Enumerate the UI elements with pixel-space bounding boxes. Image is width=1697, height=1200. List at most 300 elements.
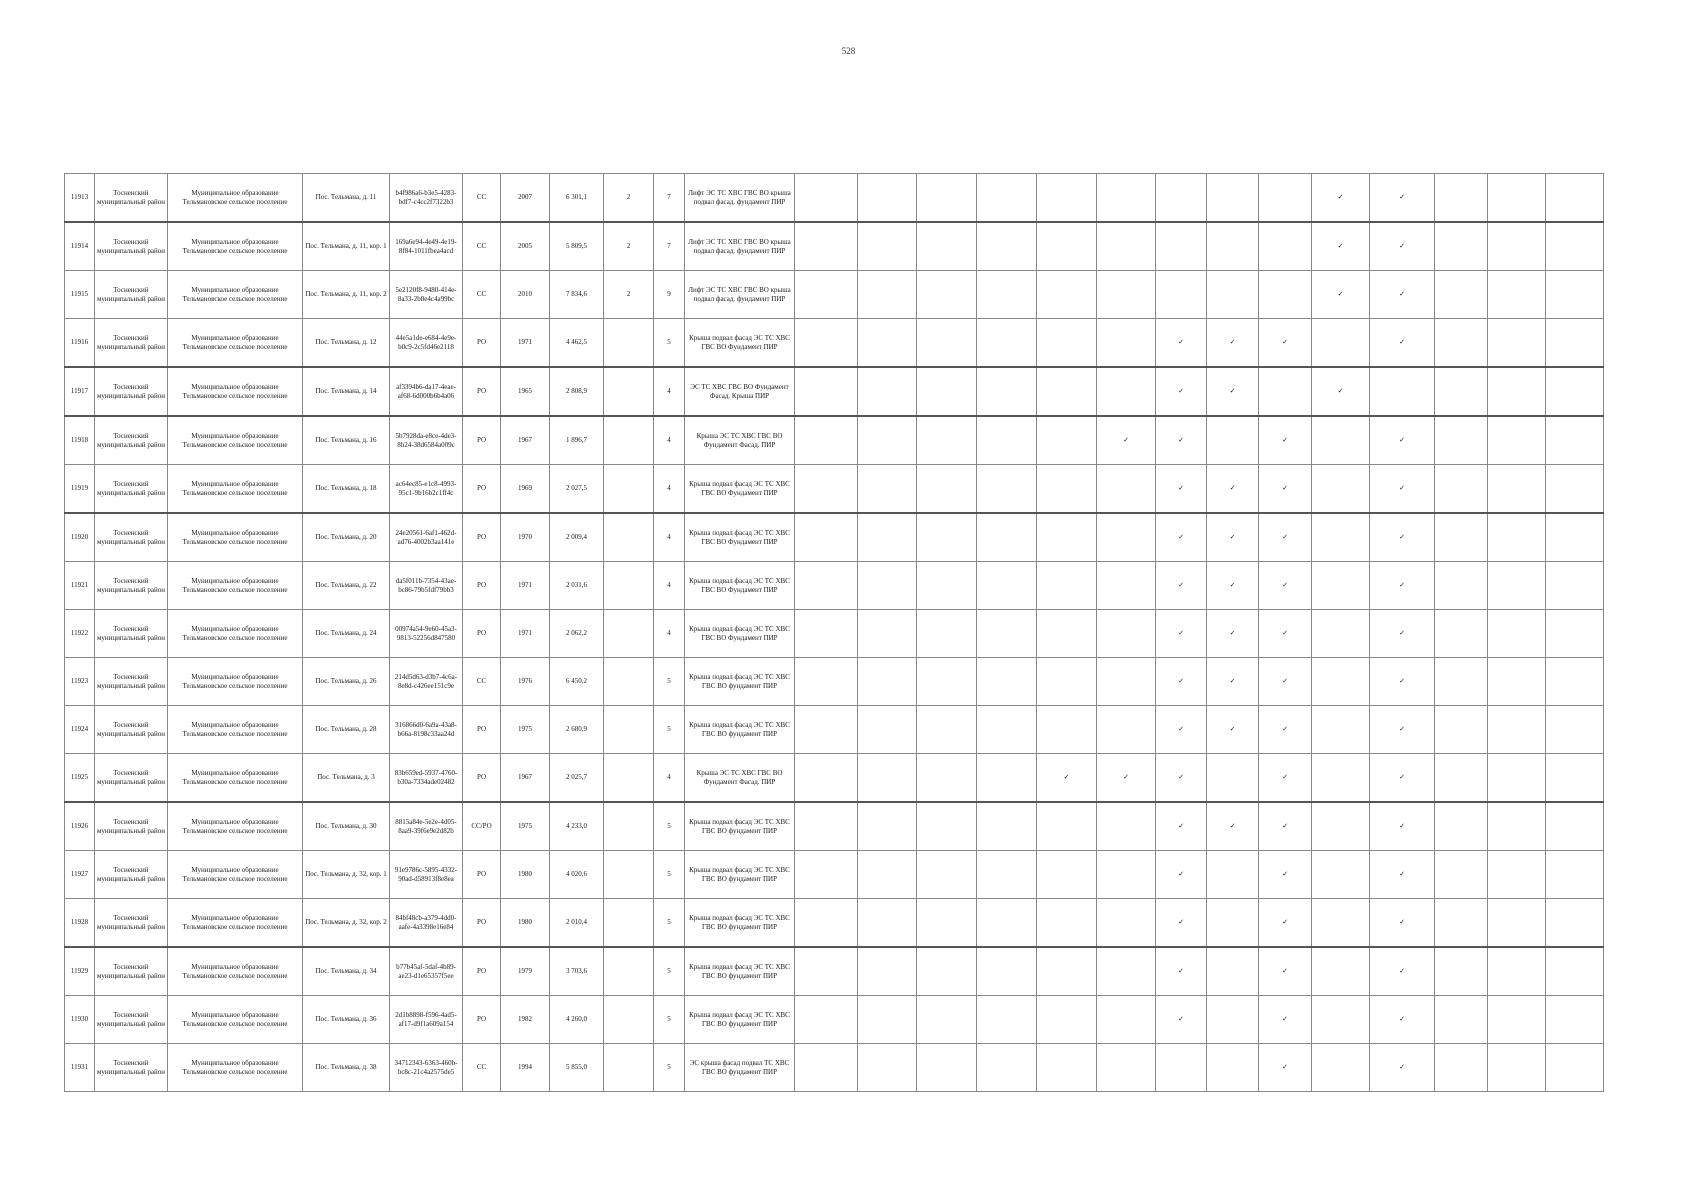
empty-work-cell [917, 802, 977, 851]
row-id-cell: 11922 [65, 610, 95, 658]
address-cell: Пос. Тельмана, д. 28 [303, 706, 390, 754]
district-cell: Тосненский муниципальный район [95, 706, 168, 754]
works-list-cell: ЭС ТС ХВС ГВС ВО Фундамент Фасад. Крыша ПИР [685, 367, 795, 416]
empty-work-cell [917, 899, 977, 948]
empty-work-cell [977, 1044, 1037, 1092]
entrances-cell [604, 754, 654, 803]
empty-work-cell [1435, 367, 1488, 416]
empty-work-cell [1097, 947, 1156, 996]
address-cell: Пос. Тельмана, д. 12 [303, 319, 390, 368]
guid-cell: 8815a84e-5e2e-4d05-8aa9-39f6e9e2d82b [390, 802, 463, 851]
empty-work-cell [795, 996, 858, 1044]
empty-work-cell [795, 562, 858, 610]
floors-cell: 5 [654, 319, 685, 368]
row-id-cell: 11927 [65, 851, 95, 899]
year-cell: 1982 [501, 996, 550, 1044]
row-id-cell: 11920 [65, 513, 95, 562]
district-cell: Тосненский муниципальный район [95, 465, 168, 514]
check-mark-icon: ✓ [1156, 367, 1207, 416]
year-cell: 1976 [501, 658, 550, 706]
empty-work-cell [1037, 222, 1097, 271]
entrances-cell [604, 416, 654, 465]
empty-work-cell [1546, 754, 1604, 803]
district-cell: Тосненский муниципальный район [95, 174, 168, 223]
empty-work-cell [977, 174, 1037, 223]
address-cell: Пос. Тельмана, д. 11, кор. 1 [303, 222, 390, 271]
area-cell: 4 233,0 [550, 802, 604, 851]
empty-work-cell [1207, 754, 1259, 803]
empty-work-cell [917, 706, 977, 754]
entrances-cell [604, 851, 654, 899]
entrances-cell: 2 [604, 174, 654, 223]
district-cell: Тосненский муниципальный район [95, 947, 168, 996]
check-mark-icon: ✓ [1156, 610, 1207, 658]
empty-work-cell [917, 271, 977, 319]
empty-work-cell [1435, 416, 1488, 465]
table-row [65, 658, 1604, 706]
empty-work-cell [1097, 174, 1156, 223]
empty-work-cell [1207, 271, 1259, 319]
housing-register-table [64, 173, 1604, 1092]
empty-work-cell [795, 610, 858, 658]
guid-cell: af3394b6-da17-4eae-af68-6d000b6b4a06 [390, 367, 463, 416]
empty-work-cell [1488, 851, 1546, 899]
empty-work-cell [1488, 174, 1546, 223]
entrances-cell [604, 1044, 654, 1092]
empty-work-cell [1546, 222, 1604, 271]
empty-work-cell [1435, 222, 1488, 271]
row-id-cell: 11930 [65, 996, 95, 1044]
municipality-cell: Муниципальное образование Тельмановское сельское поселение [168, 174, 303, 223]
empty-work-cell [1037, 899, 1097, 948]
check-mark-icon: ✓ [1207, 319, 1259, 368]
guid-cell: 5e2120f8-9480-414e-8a33-2b8e4c4a99bc [390, 271, 463, 319]
table-row [65, 271, 1604, 319]
empty-work-cell [795, 802, 858, 851]
check-mark-icon: ✓ [1156, 416, 1207, 465]
entrances-cell [604, 610, 654, 658]
area-cell: 1 896,7 [550, 416, 604, 465]
ownership-form-cell: РО [463, 562, 501, 610]
page-number: 528 [841, 46, 856, 56]
empty-work-cell [1097, 367, 1156, 416]
municipality-cell: Муниципальное образование Тельмановское сельское поселение [168, 658, 303, 706]
check-mark-icon: ✓ [1156, 465, 1207, 514]
floors-cell: 7 [654, 174, 685, 223]
works-list-cell: Крыша ЭС ТС ХВС ГВС ВО Фундамент Фасад. ПИР [685, 416, 795, 465]
check-mark-icon: ✓ [1370, 851, 1435, 899]
works-list-cell: Крыша подвал фасад ЭС ТС ХВС ГВС ВО Фундамент ПИР [685, 562, 795, 610]
area-cell: 6 301,1 [550, 174, 604, 223]
check-mark-icon: ✓ [1370, 1044, 1435, 1092]
empty-work-cell [1207, 996, 1259, 1044]
year-cell: 1965 [501, 367, 550, 416]
check-mark-icon: ✓ [1259, 319, 1312, 368]
empty-work-cell [1312, 465, 1370, 514]
area-cell: 2 009,4 [550, 513, 604, 562]
empty-work-cell [858, 222, 917, 271]
empty-work-cell [1097, 319, 1156, 368]
empty-work-cell [1488, 802, 1546, 851]
check-mark-icon: ✓ [1370, 658, 1435, 706]
check-mark-icon: ✓ [1370, 174, 1435, 223]
works-list-cell: Крыша подвал фасад ЭС ТС ХВС ГВС ВО фундамент ПИР [685, 996, 795, 1044]
empty-work-cell [1037, 562, 1097, 610]
guid-cell: b4f986a6-b3e5-4283-bdf7-c4cc2f7322b3 [390, 174, 463, 223]
table-row [65, 802, 1604, 851]
empty-work-cell [977, 996, 1037, 1044]
empty-work-cell [1546, 610, 1604, 658]
empty-work-cell [917, 1044, 977, 1092]
check-mark-icon: ✓ [1370, 416, 1435, 465]
empty-work-cell [1488, 465, 1546, 514]
floors-cell: 4 [654, 610, 685, 658]
empty-work-cell [1488, 319, 1546, 368]
guid-cell: 00974a54-9e60-45a3-9813-52256d847580 [390, 610, 463, 658]
area-cell: 4 020,6 [550, 851, 604, 899]
check-mark-icon: ✓ [1156, 996, 1207, 1044]
area-cell: 5 809,5 [550, 222, 604, 271]
check-mark-icon: ✓ [1259, 658, 1312, 706]
district-cell: Тосненский муниципальный район [95, 513, 168, 562]
address-cell: Пос. Тельмана, д. 11, кор. 2 [303, 271, 390, 319]
check-mark-icon: ✓ [1259, 754, 1312, 803]
check-mark-icon: ✓ [1370, 706, 1435, 754]
municipality-cell: Муниципальное образование Тельмановское сельское поселение [168, 899, 303, 948]
area-cell: 2 680,9 [550, 706, 604, 754]
district-cell: Тосненский муниципальный район [95, 802, 168, 851]
empty-work-cell [858, 754, 917, 803]
district-cell: Тосненский муниципальный район [95, 851, 168, 899]
ownership-form-cell: СС [463, 222, 501, 271]
empty-work-cell [917, 851, 977, 899]
check-mark-icon: ✓ [1370, 222, 1435, 271]
empty-work-cell [1312, 947, 1370, 996]
year-cell: 1971 [501, 610, 550, 658]
check-mark-icon: ✓ [1097, 416, 1156, 465]
district-cell: Тосненский муниципальный район [95, 222, 168, 271]
check-mark-icon: ✓ [1370, 899, 1435, 948]
works-list-cell: Крыша подвал фасад ЭС ТС ХВС ГВС ВО фундамент ПИР [685, 947, 795, 996]
empty-work-cell [1488, 658, 1546, 706]
check-mark-icon: ✓ [1156, 851, 1207, 899]
empty-work-cell [1546, 367, 1604, 416]
check-mark-icon: ✓ [1312, 174, 1370, 223]
empty-work-cell [1037, 465, 1097, 514]
check-mark-icon: ✓ [1259, 996, 1312, 1044]
empty-work-cell [1097, 222, 1156, 271]
empty-work-cell [1488, 610, 1546, 658]
address-cell: Пос. Тельмана, д. 26 [303, 658, 390, 706]
empty-work-cell [1312, 802, 1370, 851]
works-list-cell: Лифт ЭС ТС ХВС ГВС ВО крыша подвал фасад. фундамент ПИР [685, 222, 795, 271]
row-id-cell: 11929 [65, 947, 95, 996]
check-mark-icon: ✓ [1259, 802, 1312, 851]
check-mark-icon: ✓ [1156, 706, 1207, 754]
check-mark-icon: ✓ [1207, 562, 1259, 610]
check-mark-icon: ✓ [1207, 610, 1259, 658]
check-mark-icon: ✓ [1156, 802, 1207, 851]
municipality-cell: Муниципальное образование Тельмановское сельское поселение [168, 271, 303, 319]
empty-work-cell [1037, 513, 1097, 562]
empty-work-cell [1488, 222, 1546, 271]
municipality-cell: Муниципальное образование Тельмановское сельское поселение [168, 367, 303, 416]
empty-work-cell [1097, 1044, 1156, 1092]
ownership-form-cell: РО [463, 319, 501, 368]
empty-work-cell [1207, 222, 1259, 271]
row-id-cell: 11918 [65, 416, 95, 465]
check-mark-icon: ✓ [1259, 899, 1312, 948]
entrances-cell [604, 367, 654, 416]
empty-work-cell [1435, 754, 1488, 803]
empty-work-cell [1037, 851, 1097, 899]
empty-work-cell [1037, 947, 1097, 996]
floors-cell: 4 [654, 754, 685, 803]
empty-work-cell [1037, 1044, 1097, 1092]
empty-work-cell [917, 996, 977, 1044]
guid-cell: 91e9786c-5895-4332-90ad-d58913f8e8ea [390, 851, 463, 899]
empty-work-cell [1037, 802, 1097, 851]
table-row [65, 513, 1604, 562]
empty-work-cell [1435, 947, 1488, 996]
empty-work-cell [1546, 899, 1604, 948]
empty-work-cell [1435, 851, 1488, 899]
empty-work-cell [1370, 367, 1435, 416]
district-cell: Тосненский муниципальный район [95, 754, 168, 803]
check-mark-icon: ✓ [1259, 562, 1312, 610]
municipality-cell: Муниципальное образование Тельмановское сельское поселение [168, 851, 303, 899]
table-body [65, 174, 1604, 1092]
empty-work-cell [1546, 802, 1604, 851]
works-list-cell: ЭС крыша фасад подвал ТС ХВС ГВС ВО фундамент ПИР [685, 1044, 795, 1092]
empty-work-cell [917, 754, 977, 803]
year-cell: 1967 [501, 416, 550, 465]
check-mark-icon: ✓ [1097, 754, 1156, 803]
empty-work-cell [795, 851, 858, 899]
empty-work-cell [858, 1044, 917, 1092]
empty-work-cell [1435, 658, 1488, 706]
empty-work-cell [977, 562, 1037, 610]
district-cell: Тосненский муниципальный район [95, 271, 168, 319]
empty-work-cell [1097, 658, 1156, 706]
empty-work-cell [977, 367, 1037, 416]
ownership-form-cell: СС [463, 658, 501, 706]
floors-cell: 5 [654, 851, 685, 899]
check-mark-icon: ✓ [1207, 513, 1259, 562]
empty-work-cell [1435, 319, 1488, 368]
ownership-form-cell: РО [463, 367, 501, 416]
empty-work-cell [858, 610, 917, 658]
check-mark-icon: ✓ [1370, 754, 1435, 803]
empty-work-cell [795, 465, 858, 514]
row-id-cell: 11914 [65, 222, 95, 271]
floors-cell: 5 [654, 899, 685, 948]
table-row [65, 367, 1604, 416]
empty-work-cell [917, 319, 977, 368]
district-cell: Тосненский муниципальный район [95, 899, 168, 948]
district-cell: Тосненский муниципальный район [95, 416, 168, 465]
empty-work-cell [795, 754, 858, 803]
check-mark-icon: ✓ [1156, 562, 1207, 610]
guid-cell: 169a6e94-4e49-4e19-8f84-1011fbea4acd [390, 222, 463, 271]
row-id-cell: 11926 [65, 802, 95, 851]
table-row [65, 465, 1604, 514]
table-row [65, 610, 1604, 658]
empty-work-cell [1207, 899, 1259, 948]
check-mark-icon: ✓ [1156, 899, 1207, 948]
municipality-cell: Муниципальное образование Тельмановское сельское поселение [168, 465, 303, 514]
empty-work-cell [917, 947, 977, 996]
empty-work-cell [1546, 1044, 1604, 1092]
ownership-form-cell: РО [463, 996, 501, 1044]
empty-work-cell [1435, 562, 1488, 610]
address-cell: Пос. Тельмана, д. 22 [303, 562, 390, 610]
ownership-form-cell: РО [463, 513, 501, 562]
table-row [65, 1044, 1604, 1092]
works-list-cell: Крыша подвал фасад ЭС ТС ХВС ГВС ВО фундамент ПИР [685, 706, 795, 754]
empty-work-cell [858, 851, 917, 899]
empty-work-cell [1097, 513, 1156, 562]
empty-work-cell [1435, 996, 1488, 1044]
ownership-form-cell: РО [463, 754, 501, 803]
address-cell: Пос. Тельмана, д. 32, кор. 2 [303, 899, 390, 948]
empty-work-cell [1037, 319, 1097, 368]
empty-work-cell [1435, 513, 1488, 562]
empty-work-cell [1259, 271, 1312, 319]
district-cell: Тосненский муниципальный район [95, 562, 168, 610]
floors-cell: 5 [654, 706, 685, 754]
guid-cell: 34712343-6363-460b-bc8c-21c4a2575de5 [390, 1044, 463, 1092]
address-cell: Пос. Тельмана, д. 30 [303, 802, 390, 851]
table-row [65, 416, 1604, 465]
area-cell: 4 462,5 [550, 319, 604, 368]
check-mark-icon: ✓ [1259, 1044, 1312, 1092]
year-cell: 1971 [501, 562, 550, 610]
empty-work-cell [858, 706, 917, 754]
check-mark-icon: ✓ [1156, 754, 1207, 803]
entrances-cell [604, 562, 654, 610]
empty-work-cell [977, 706, 1037, 754]
floors-cell: 4 [654, 562, 685, 610]
empty-work-cell [1312, 319, 1370, 368]
area-cell: 7 834,6 [550, 271, 604, 319]
ownership-form-cell: РО [463, 416, 501, 465]
address-cell: Пос. Тельмана, д. 20 [303, 513, 390, 562]
floors-cell: 5 [654, 996, 685, 1044]
empty-work-cell [1488, 1044, 1546, 1092]
ownership-form-cell: РО [463, 851, 501, 899]
check-mark-icon: ✓ [1370, 802, 1435, 851]
empty-work-cell [1312, 706, 1370, 754]
row-id-cell: 11916 [65, 319, 95, 368]
empty-work-cell [977, 754, 1037, 803]
empty-work-cell [917, 513, 977, 562]
empty-work-cell [977, 416, 1037, 465]
empty-work-cell [1156, 271, 1207, 319]
floors-cell: 4 [654, 513, 685, 562]
check-mark-icon: ✓ [1370, 996, 1435, 1044]
guid-cell: 44e5a1de-e684-4e9e-b0c9-2c5fd46e2118 [390, 319, 463, 368]
empty-work-cell [1312, 513, 1370, 562]
entrances-cell [604, 899, 654, 948]
works-list-cell: Крыша подвал фасад ЭС ТС ХВС ГВС ВО фундамент ПИР [685, 851, 795, 899]
municipality-cell: Муниципальное образование Тельмановское сельское поселение [168, 1044, 303, 1092]
district-cell: Тосненский муниципальный район [95, 658, 168, 706]
row-id-cell: 11925 [65, 754, 95, 803]
row-id-cell: 11915 [65, 271, 95, 319]
empty-work-cell [795, 319, 858, 368]
empty-work-cell [1097, 899, 1156, 948]
entrances-cell: 2 [604, 271, 654, 319]
empty-work-cell [1312, 562, 1370, 610]
check-mark-icon: ✓ [1370, 465, 1435, 514]
check-mark-icon: ✓ [1312, 271, 1370, 319]
row-id-cell: 11917 [65, 367, 95, 416]
ownership-form-cell: СС/РО [463, 802, 501, 851]
empty-work-cell [977, 947, 1037, 996]
area-cell: 4 260,0 [550, 996, 604, 1044]
check-mark-icon: ✓ [1156, 513, 1207, 562]
empty-work-cell [917, 367, 977, 416]
empty-work-cell [917, 658, 977, 706]
empty-work-cell [858, 465, 917, 514]
works-list-cell: Лифт ЭС ТС ХВС ГВС ВО крыша подвал фасад. фундамент ПИР [685, 174, 795, 223]
empty-work-cell [858, 174, 917, 223]
empty-work-cell [1488, 899, 1546, 948]
address-cell: Пос. Тельмана, д. 11 [303, 174, 390, 223]
row-id-cell: 11921 [65, 562, 95, 610]
empty-work-cell [917, 610, 977, 658]
empty-work-cell [917, 416, 977, 465]
year-cell: 1971 [501, 319, 550, 368]
address-cell: Пос. Тельмана, д. 18 [303, 465, 390, 514]
empty-work-cell [1097, 465, 1156, 514]
check-mark-icon: ✓ [1207, 658, 1259, 706]
empty-work-cell [1312, 416, 1370, 465]
empty-work-cell [1312, 899, 1370, 948]
empty-work-cell [1488, 996, 1546, 1044]
empty-work-cell [1488, 706, 1546, 754]
table-row [65, 754, 1604, 803]
empty-work-cell [858, 319, 917, 368]
table-row [65, 174, 1604, 223]
empty-work-cell [1037, 271, 1097, 319]
empty-work-cell [1259, 222, 1312, 271]
year-cell: 1980 [501, 899, 550, 948]
ownership-form-cell: РО [463, 899, 501, 948]
address-cell: Пос. Тельмана, д. 14 [303, 367, 390, 416]
empty-work-cell [917, 562, 977, 610]
check-mark-icon: ✓ [1156, 658, 1207, 706]
empty-work-cell [1488, 271, 1546, 319]
empty-work-cell [1207, 1044, 1259, 1092]
municipality-cell: Муниципальное образование Тельмановское сельское поселение [168, 706, 303, 754]
district-cell: Тосненский муниципальный район [95, 319, 168, 368]
empty-work-cell [1546, 319, 1604, 368]
year-cell: 2007 [501, 174, 550, 223]
row-id-cell: 11931 [65, 1044, 95, 1092]
empty-work-cell [1488, 562, 1546, 610]
empty-work-cell [1435, 610, 1488, 658]
empty-work-cell [977, 271, 1037, 319]
empty-work-cell [795, 947, 858, 996]
municipality-cell: Муниципальное образование Тельмановское сельское поселение [168, 610, 303, 658]
table-row [65, 851, 1604, 899]
empty-work-cell [795, 174, 858, 223]
table-row [65, 562, 1604, 610]
guid-cell: 83b659ed-5937-4760-b30a-7334ade02482 [390, 754, 463, 803]
municipality-cell: Муниципальное образование Тельмановское сельское поселение [168, 513, 303, 562]
